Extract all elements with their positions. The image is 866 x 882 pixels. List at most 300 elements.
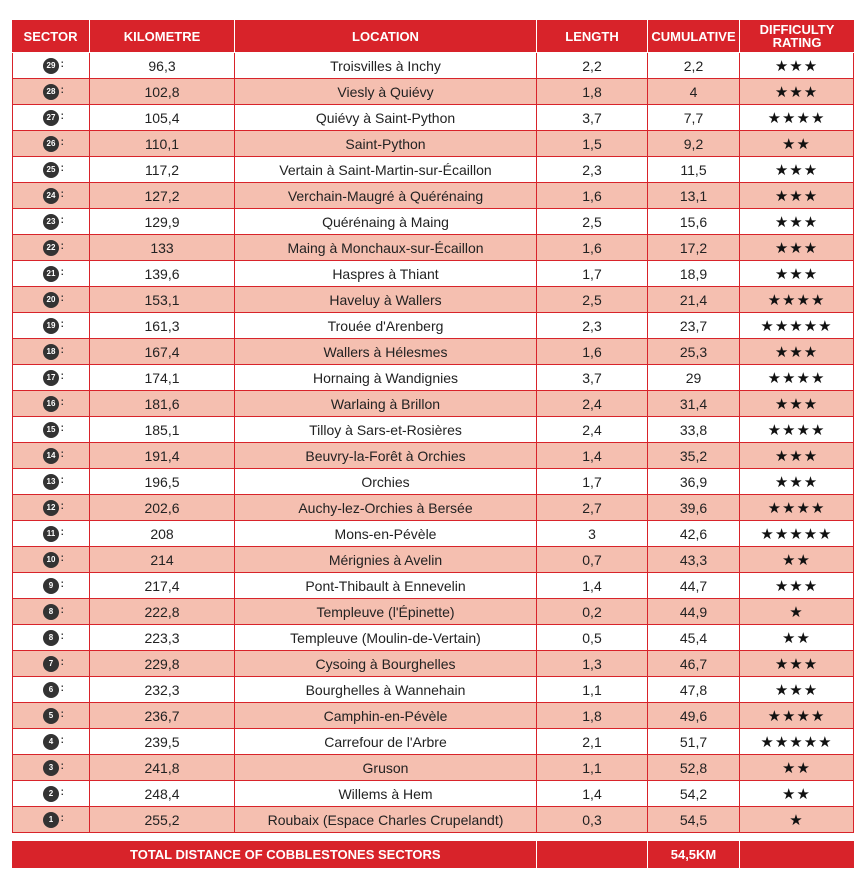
star-icon: ★	[774, 681, 790, 699]
star-icon: ★	[796, 369, 811, 387]
sector-number-badge: 20 :	[43, 292, 59, 308]
sector-number-badge: 5 :	[43, 708, 59, 724]
length-cell: 3	[537, 521, 648, 547]
length-cell: 1,4	[537, 781, 648, 807]
sector-cell	[12, 53, 90, 79]
sector-cell	[12, 469, 90, 495]
kilometre-cell: 133	[90, 235, 235, 261]
star-icon: ★	[774, 733, 790, 751]
location-cell: Auchy-lez-Orchies à Bersée	[235, 495, 537, 521]
sector-number-badge: 6 :	[43, 682, 59, 698]
difficulty-rating-cell	[740, 625, 854, 651]
star-icon: ★	[782, 421, 797, 439]
star-icon: ★	[774, 473, 790, 491]
star-icon: ★	[803, 57, 819, 75]
star-icon: ★	[789, 811, 804, 829]
star-icon: ★	[774, 525, 790, 543]
star-icon: ★	[789, 577, 804, 595]
difficulty-rating-cell	[740, 547, 854, 573]
kilometre-cell: 248,4	[90, 781, 235, 807]
star-icon: ★	[796, 135, 811, 153]
star-icon: ★	[796, 629, 811, 647]
kilometre-cell: 217,4	[90, 573, 235, 599]
star-icon: ★	[803, 681, 819, 699]
table-body	[12, 53, 854, 833]
location-cell: Verchain-Maugré à Quérénaing	[235, 183, 537, 209]
star-icon: ★	[760, 317, 775, 335]
star-icon: ★	[789, 265, 804, 283]
length-cell: 2,5	[537, 287, 648, 313]
star-icon: ★	[767, 499, 783, 517]
location-cell: Vertain à Saint-Martin-sur-Écaillon	[235, 157, 537, 183]
kilometre-cell: 105,4	[90, 105, 235, 131]
sector-cell	[12, 729, 90, 755]
table-row	[12, 573, 854, 599]
table-row	[12, 677, 854, 703]
location-cell: Quiévy à Saint-Python	[235, 105, 537, 131]
length-cell: 2,4	[537, 391, 648, 417]
length-cell: 1,3	[537, 651, 648, 677]
star-icon: ★	[803, 733, 819, 751]
kilometre-cell: 127,2	[90, 183, 235, 209]
star-rating	[768, 421, 826, 439]
star-icon: ★	[803, 655, 819, 673]
table-row	[12, 625, 854, 651]
star-icon: ★	[774, 655, 790, 673]
kilometre-cell: 241,8	[90, 755, 235, 781]
length-cell: 1,4	[537, 573, 648, 599]
table-row	[12, 521, 854, 547]
star-icon: ★	[760, 733, 775, 751]
location-cell: Cysoing à Bourghelles	[235, 651, 537, 677]
location-cell: Haspres à Thiant	[235, 261, 537, 287]
sector-number-badge: 25 :	[43, 162, 59, 178]
length-cell: 2,5	[537, 209, 648, 235]
header-difficulty-rating: DIFFICULTY RATING	[740, 20, 854, 53]
kilometre-cell: 191,4	[90, 443, 235, 469]
star-icon: ★	[803, 473, 819, 491]
location-cell: Templeuve (l'Épinette)	[235, 599, 537, 625]
cumulative-cell: 43,3	[648, 547, 740, 573]
length-cell: 1,6	[537, 235, 648, 261]
star-icon: ★	[789, 57, 804, 75]
difficulty-rating-cell	[740, 235, 854, 261]
location-cell: Roubaix (Espace Charles Crupelandt)	[235, 807, 537, 833]
kilometre-cell: 117,2	[90, 157, 235, 183]
star-icon: ★	[782, 759, 797, 777]
star-icon: ★	[782, 109, 797, 127]
sector-number-badge: 2 :	[43, 786, 59, 802]
sector-number-badge: 26 :	[43, 136, 59, 152]
location-cell: Tilloy à Sars-et-Rosières	[235, 417, 537, 443]
difficulty-rating-cell	[740, 807, 854, 833]
location-cell: Carrefour de l'Arbre	[235, 729, 537, 755]
kilometre-cell: 239,5	[90, 729, 235, 755]
star-rating	[789, 603, 803, 621]
location-cell: Beuvry-la-Forêt à Orchies	[235, 443, 537, 469]
difficulty-rating-cell	[740, 131, 854, 157]
star-icon: ★	[789, 655, 804, 673]
kilometre-cell: 110,1	[90, 131, 235, 157]
star-icon: ★	[782, 499, 797, 517]
length-cell: 3,7	[537, 105, 648, 131]
sector-cell	[12, 339, 90, 365]
sector-number-badge: 12 :	[43, 500, 59, 516]
star-rating	[768, 707, 826, 725]
star-icon: ★	[789, 343, 804, 361]
star-icon: ★	[789, 447, 804, 465]
difficulty-rating-cell	[740, 157, 854, 183]
table-row	[12, 599, 854, 625]
sector-cell	[12, 287, 90, 313]
kilometre-cell: 167,4	[90, 339, 235, 365]
cumulative-cell: 25,3	[648, 339, 740, 365]
table-row	[12, 781, 854, 807]
kilometre-cell: 153,1	[90, 287, 235, 313]
sector-cell	[12, 703, 90, 729]
sector-cell	[12, 443, 90, 469]
cumulative-cell: 7,7	[648, 105, 740, 131]
star-icon: ★	[803, 161, 819, 179]
cumulative-cell: 29	[648, 365, 740, 391]
length-cell: 1,5	[537, 131, 648, 157]
kilometre-cell: 223,3	[90, 625, 235, 651]
star-icon: ★	[774, 447, 790, 465]
cumulative-cell: 9,2	[648, 131, 740, 157]
cumulative-cell: 42,6	[648, 521, 740, 547]
location-cell: Mons-en-Pévèle	[235, 521, 537, 547]
cumulative-cell: 11,5	[648, 157, 740, 183]
cumulative-cell: 23,7	[648, 313, 740, 339]
sector-number-badge: 23 :	[43, 214, 59, 230]
star-icon: ★	[774, 187, 790, 205]
star-icon: ★	[796, 785, 811, 803]
sector-number-badge: 24 :	[43, 188, 59, 204]
kilometre-cell: 202,6	[90, 495, 235, 521]
length-cell: 2,1	[537, 729, 648, 755]
sector-number-badge: 18 :	[43, 344, 59, 360]
star-icon: ★	[803, 265, 819, 283]
star-icon: ★	[767, 369, 783, 387]
table-row	[12, 235, 854, 261]
star-icon: ★	[782, 551, 797, 569]
sector-cell	[12, 183, 90, 209]
star-rating	[775, 187, 818, 205]
star-icon: ★	[789, 213, 804, 231]
length-cell: 1,8	[537, 79, 648, 105]
location-cell: Haveluy à Wallers	[235, 287, 537, 313]
header-location: LOCATION	[235, 20, 537, 53]
star-icon: ★	[789, 395, 804, 413]
sector-number-badge: 1 :	[43, 812, 59, 828]
length-cell: 2,2	[537, 53, 648, 79]
location-cell: Orchies	[235, 469, 537, 495]
sector-cell	[12, 157, 90, 183]
location-cell: Mérignies à Avelin	[235, 547, 537, 573]
sector-number-badge: 29 :	[43, 58, 59, 74]
sector-number-badge: 16 :	[43, 396, 59, 412]
length-cell: 0,3	[537, 807, 648, 833]
cumulative-cell: 35,2	[648, 443, 740, 469]
kilometre-cell: 229,8	[90, 651, 235, 677]
star-rating	[775, 57, 818, 75]
star-rating	[775, 655, 818, 673]
star-icon: ★	[796, 499, 811, 517]
sector-number-badge: 8 :	[43, 630, 59, 646]
star-icon: ★	[774, 83, 790, 101]
star-rating	[782, 785, 811, 803]
sector-cell	[12, 391, 90, 417]
star-icon: ★	[789, 473, 804, 491]
star-icon: ★	[803, 577, 819, 595]
difficulty-rating-cell	[740, 469, 854, 495]
star-icon: ★	[810, 291, 826, 309]
cumulative-cell: 4	[648, 79, 740, 105]
table-row	[12, 755, 854, 781]
table-row	[12, 53, 854, 79]
sector-cell	[12, 625, 90, 651]
star-icon: ★	[782, 707, 797, 725]
star-icon: ★	[796, 291, 811, 309]
location-cell: Bourghelles à Wannehain	[235, 677, 537, 703]
sector-cell	[12, 755, 90, 781]
sector-number-badge: 27 :	[43, 110, 59, 126]
location-cell: Trouée d'Arenberg	[235, 313, 537, 339]
sector-cell	[12, 599, 90, 625]
kilometre-cell: 102,8	[90, 79, 235, 105]
star-rating	[768, 291, 826, 309]
star-icon: ★	[789, 83, 804, 101]
length-cell: 0,5	[537, 625, 648, 651]
location-cell: Pont-Thibault à Ennevelin	[235, 573, 537, 599]
difficulty-rating-cell	[740, 729, 854, 755]
star-icon: ★	[767, 421, 783, 439]
sector-cell	[12, 131, 90, 157]
star-icon: ★	[789, 317, 804, 335]
sector-cell	[12, 105, 90, 131]
sector-cell	[12, 521, 90, 547]
sector-cell	[12, 781, 90, 807]
star-icon: ★	[774, 395, 790, 413]
length-cell: 1,8	[537, 703, 648, 729]
location-cell: Troisvilles à Inchy	[235, 53, 537, 79]
location-cell: Camphin-en-Pévèle	[235, 703, 537, 729]
cumulative-cell: 36,9	[648, 469, 740, 495]
location-cell: Templeuve (Moulin-de-Vertain)	[235, 625, 537, 651]
sector-cell	[12, 209, 90, 235]
star-rating	[775, 239, 818, 257]
cumulative-cell: 54,5	[648, 807, 740, 833]
difficulty-rating-cell	[740, 781, 854, 807]
difficulty-rating-cell	[740, 599, 854, 625]
cumulative-cell: 44,9	[648, 599, 740, 625]
sector-number-badge: 21 :	[43, 266, 59, 282]
sector-cell	[12, 235, 90, 261]
star-icon: ★	[803, 317, 819, 335]
sector-cell	[12, 547, 90, 573]
star-icon: ★	[796, 759, 811, 777]
sector-cell	[12, 313, 90, 339]
cumulative-cell: 45,4	[648, 625, 740, 651]
table-row	[12, 157, 854, 183]
difficulty-rating-cell	[740, 755, 854, 781]
difficulty-rating-cell	[740, 313, 854, 339]
difficulty-rating-cell	[740, 53, 854, 79]
cumulative-cell: 47,8	[648, 677, 740, 703]
star-rating	[782, 759, 811, 777]
cumulative-cell: 2,2	[648, 53, 740, 79]
table-row	[12, 365, 854, 391]
difficulty-rating-cell	[740, 391, 854, 417]
star-rating	[782, 135, 811, 153]
kilometre-cell: 181,6	[90, 391, 235, 417]
star-icon: ★	[782, 785, 797, 803]
cumulative-cell: 21,4	[648, 287, 740, 313]
star-icon: ★	[803, 83, 819, 101]
star-rating	[775, 83, 818, 101]
table-row	[12, 703, 854, 729]
kilometre-cell: 161,3	[90, 313, 235, 339]
star-icon: ★	[810, 369, 826, 387]
kilometre-cell: 129,9	[90, 209, 235, 235]
total-label: TOTAL DISTANCE OF COBBLESTONES SECTORS	[12, 841, 537, 869]
table-row	[12, 651, 854, 677]
difficulty-rating-cell	[740, 573, 854, 599]
difficulty-rating-cell	[740, 183, 854, 209]
cumulative-cell: 31,4	[648, 391, 740, 417]
kilometre-cell: 255,2	[90, 807, 235, 833]
star-icon: ★	[789, 733, 804, 751]
table-row	[12, 443, 854, 469]
star-rating	[775, 473, 818, 491]
location-cell: Wallers à Hélesmes	[235, 339, 537, 365]
length-cell: 0,2	[537, 599, 648, 625]
star-icon: ★	[796, 551, 811, 569]
star-icon: ★	[803, 525, 819, 543]
table-row	[12, 79, 854, 105]
star-rating	[760, 317, 832, 335]
star-icon: ★	[774, 317, 790, 335]
star-rating	[775, 681, 818, 699]
sector-number-badge: 28 :	[43, 84, 59, 100]
star-rating	[775, 447, 818, 465]
difficulty-rating-cell	[740, 287, 854, 313]
star-icon: ★	[803, 395, 819, 413]
difficulty-rating-cell	[740, 703, 854, 729]
location-cell: Gruson	[235, 755, 537, 781]
cumulative-cell: 18,9	[648, 261, 740, 287]
length-cell: 1,7	[537, 261, 648, 287]
star-icon: ★	[818, 733, 833, 751]
header-cumulative: CUMULATIVE	[648, 20, 740, 53]
star-rating	[775, 395, 818, 413]
star-icon: ★	[810, 421, 826, 439]
location-cell: Saint-Python	[235, 131, 537, 157]
kilometre-cell: 96,3	[90, 53, 235, 79]
cumulative-cell: 39,6	[648, 495, 740, 521]
star-icon: ★	[818, 525, 833, 543]
table-row	[12, 105, 854, 131]
star-icon: ★	[810, 499, 826, 517]
star-icon: ★	[782, 369, 797, 387]
star-icon: ★	[810, 109, 826, 127]
kilometre-cell: 214	[90, 547, 235, 573]
star-icon: ★	[803, 213, 819, 231]
cumulative-cell: 13,1	[648, 183, 740, 209]
table-row	[12, 339, 854, 365]
star-rating	[760, 525, 832, 543]
length-cell: 1,4	[537, 443, 648, 469]
sector-cell	[12, 573, 90, 599]
star-icon: ★	[782, 291, 797, 309]
header-kilometre: KILOMETRE	[90, 20, 235, 53]
difficulty-rating-cell	[740, 443, 854, 469]
star-icon: ★	[803, 447, 819, 465]
cumulative-cell: 54,2	[648, 781, 740, 807]
star-icon: ★	[774, 265, 790, 283]
star-icon: ★	[774, 57, 790, 75]
table-row	[12, 547, 854, 573]
star-icon: ★	[810, 707, 826, 725]
length-cell: 2,3	[537, 157, 648, 183]
sector-cell	[12, 677, 90, 703]
location-cell: Willems à Hem	[235, 781, 537, 807]
star-icon: ★	[774, 343, 790, 361]
difficulty-rating-cell	[740, 105, 854, 131]
sector-cell	[12, 261, 90, 287]
length-cell: 1,1	[537, 755, 648, 781]
star-icon: ★	[782, 135, 797, 153]
kilometre-cell: 208	[90, 521, 235, 547]
star-icon: ★	[767, 291, 783, 309]
difficulty-rating-cell	[740, 417, 854, 443]
cumulative-cell: 52,8	[648, 755, 740, 781]
star-icon: ★	[789, 603, 804, 621]
length-cell: 0,7	[537, 547, 648, 573]
sector-cell	[12, 495, 90, 521]
table-row	[12, 417, 854, 443]
difficulty-rating-cell	[740, 79, 854, 105]
star-icon: ★	[760, 525, 775, 543]
star-rating	[782, 551, 811, 569]
sector-cell	[12, 807, 90, 833]
difficulty-rating-cell	[740, 495, 854, 521]
header-sector: SECTOR	[12, 20, 90, 53]
cumulative-cell: 15,6	[648, 209, 740, 235]
difficulty-rating-cell	[740, 209, 854, 235]
kilometre-cell: 196,5	[90, 469, 235, 495]
cumulative-cell: 51,7	[648, 729, 740, 755]
star-icon: ★	[803, 187, 819, 205]
star-icon: ★	[818, 317, 833, 335]
sector-cell	[12, 417, 90, 443]
length-cell: 1,7	[537, 469, 648, 495]
table-row	[12, 729, 854, 755]
star-icon: ★	[796, 109, 811, 127]
total-row	[12, 841, 854, 869]
sector-number-badge: 22 :	[43, 240, 59, 256]
sector-number-badge: 4 :	[43, 734, 59, 750]
table-row	[12, 495, 854, 521]
table-row	[12, 287, 854, 313]
sector-number-badge: 14 :	[43, 448, 59, 464]
table-row	[12, 469, 854, 495]
star-rating	[775, 343, 818, 361]
star-rating	[775, 213, 818, 231]
table-row	[12, 131, 854, 157]
total-value: 54,5KM	[648, 841, 740, 869]
length-cell: 1,6	[537, 339, 648, 365]
